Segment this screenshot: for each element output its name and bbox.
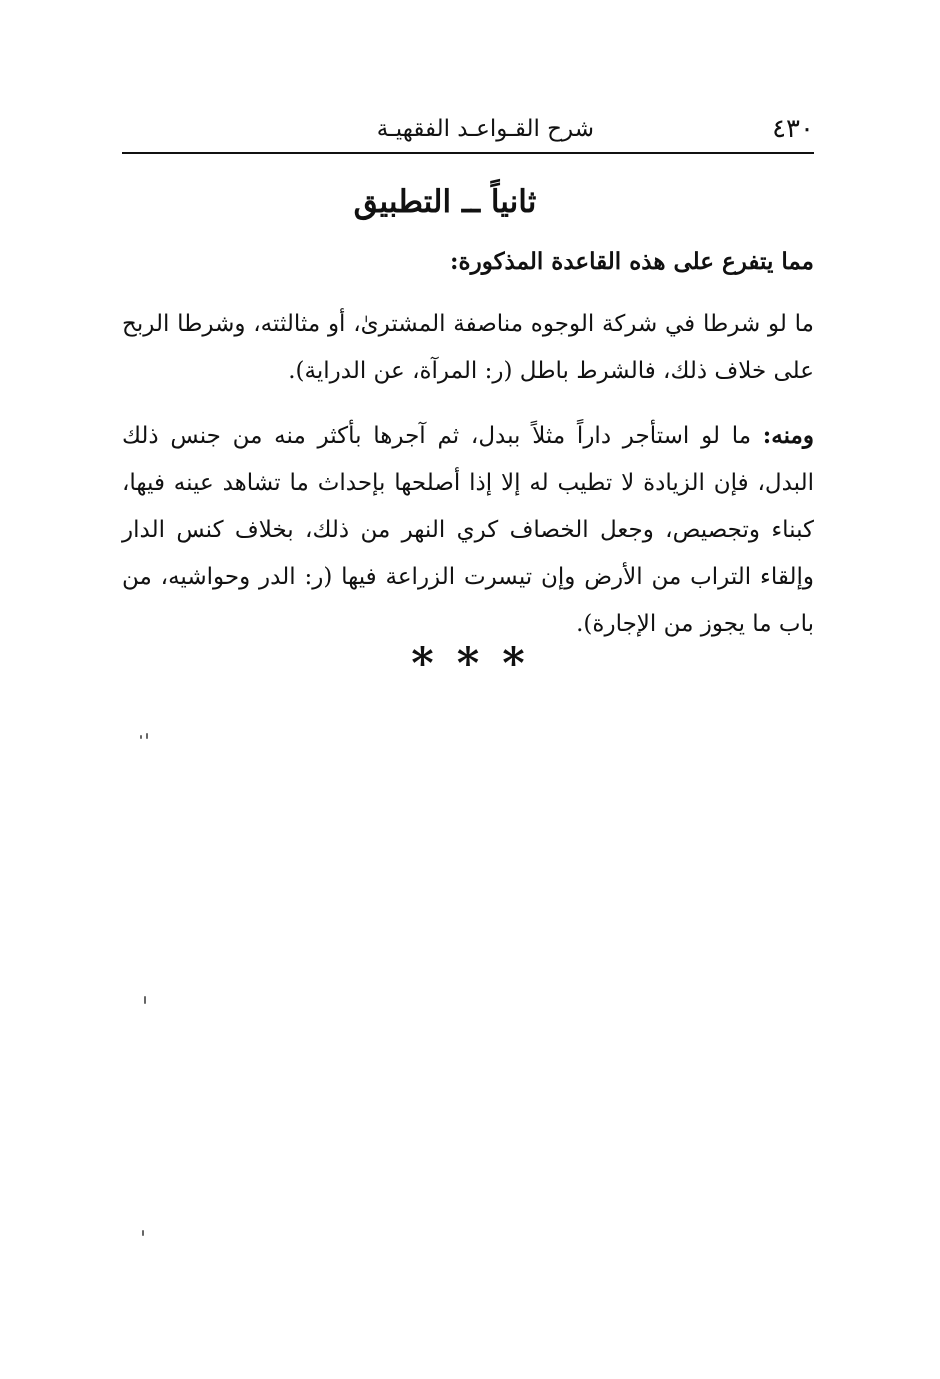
paragraph-2-lead: ومنه: (762, 422, 814, 449)
running-title: شرح القـواعـد الفقهيـة (376, 116, 594, 142)
page-body (122, 238, 814, 665)
scan-speck (140, 735, 142, 739)
scan-speck (142, 1230, 144, 1236)
paragraph-1: ما لو شرطا في شركة الوجوه مناصفة المشترىٰ، أو مثالثته، وشرطا الربح على خلاف ذلك، فالشرط باطل (ر: المرآة، عن الدراية). (122, 311, 814, 384)
header-rule (122, 152, 814, 154)
page-number: ٤٣٠ (772, 114, 814, 144)
scan-speck (144, 996, 146, 1004)
paragraph-2 (122, 412, 814, 648)
section-separator: * * * (411, 639, 529, 689)
section-heading: ثانياً ــ التطبيق (353, 184, 537, 220)
scan-speck (146, 733, 148, 739)
intro-paragraph: مما يتفرع على هذه القاعدة المذكورة: (450, 248, 814, 275)
page-header (122, 110, 814, 154)
paragraph-2-text: ما لو استأجر داراً مثلاً ببدل، ثم آجرها بأكثر منه من جنس ذلك البدل، فإن الزيادة لا تطيب له إلا إذا أصلحها بإحداث ما تشاهد عينه فيها، كبناء وتجصيص، وجعل الخصاف كري النهر من ذلك، بخلاف كنس الدار وإلقاء التراب من الأرض وإن تيسرت الزراعة فيها (ر: الدر وحواشيه، من باب ما يجوز من الإجارة). (122, 423, 814, 637)
